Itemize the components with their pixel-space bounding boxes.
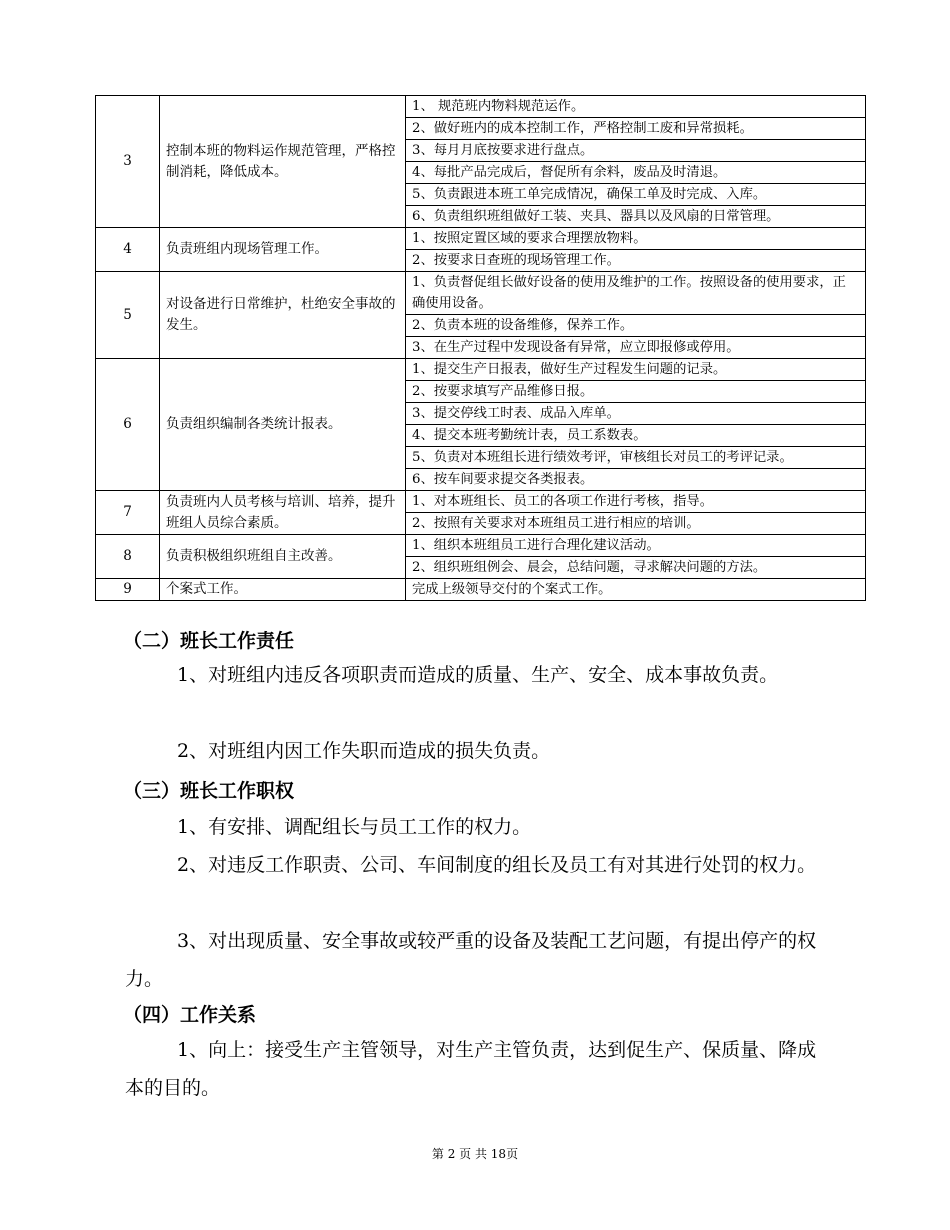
task-detail-cell: 6、按车间要求提交各类报表。: [406, 469, 866, 491]
task-detail-cell: 4、提交本班考勤统计表，员工系数表。: [406, 425, 866, 447]
duty-cell: 负责班内人员考核与培训、培养，提升班组人员综合素质。: [160, 491, 406, 535]
task-detail-cell: 3、在生产过程中发现设备有异常，应立即报修或停用。: [406, 337, 866, 359]
duty-cell: 负责组织编制各类统计报表。: [160, 359, 406, 491]
authority-paragraph-3: 3、对出现质量、安全事故或较严重的设备及装配工艺问题，有提出停产的权力。: [125, 930, 817, 990]
table-row: [96, 579, 866, 601]
task-detail-cell: 1、对本班组长、员工的各项工作进行考核，指导。: [406, 491, 866, 513]
responsibility-paragraph-2: 2、对班组内因工作失职而造成的损失负责。: [177, 740, 551, 762]
task-detail-cell: 1、按照定置区域的要求合理摆放物料。: [406, 228, 866, 250]
task-detail-cell: 1、组织本班组员工进行合理化建议活动。: [406, 535, 866, 557]
task-detail-cell: 5、负责跟进本班工单完成情况，确保工单及时完成、入库。: [406, 184, 866, 206]
authority-paragraph-2: 2、对违反工作职责、公司、车间制度的组长及员工有对其进行处罚的权力。: [177, 854, 817, 876]
table-row: [96, 228, 866, 250]
row-number-cell: 8: [96, 535, 160, 579]
section-heading-responsibility: （二）班长工作责任: [123, 630, 295, 652]
duty-cell: 负责班组内现场管理工作。: [160, 228, 406, 272]
task-detail-cell: 3、提交停线工时表、成品入库单。: [406, 403, 866, 425]
duty-cell: 个案式工作。: [160, 579, 406, 601]
task-detail-cell: 2、按要求填写产品维修日报。: [406, 381, 866, 403]
task-detail-cell: 2、按照有关要求对本班组员工进行相应的培训。: [406, 513, 866, 535]
row-number-cell: 7: [96, 491, 160, 535]
task-detail-cell: 2、按要求日查班的现场管理工作。: [406, 250, 866, 272]
task-detail-cell: 1、提交生产日报表，做好生产过程发生问题的记录。: [406, 359, 866, 381]
relationships-paragraph-1: 1、向上：接受生产主管领导，对生产主管负责，达到促生产、保质量、降成本的目的。: [125, 1039, 817, 1099]
row-number-cell: 6: [96, 359, 160, 491]
row-number-cell: 5: [96, 272, 160, 359]
table-row: [96, 96, 866, 118]
table-row: [96, 535, 866, 557]
task-detail-cell: 4、每批产品完成后，督促所有余料，废品及时清退。: [406, 162, 866, 184]
task-detail-cell: 3、每月月底按要求进行盘点。: [406, 140, 866, 162]
duty-cell: 负责积极组织班组自主改善。: [160, 535, 406, 579]
task-detail-cell: 6、负责组织班组做好工装、夹具、器具以及风扇的日常管理。: [406, 206, 866, 228]
responsibility-paragraph-1: 1、对班组内违反各项职责而造成的质量、生产、安全、成本事故负责。: [177, 664, 779, 686]
row-number-cell: 3: [96, 96, 160, 228]
task-detail-cell: 1、 规范班内物料规范运作。: [406, 96, 866, 118]
duty-table-body: [96, 96, 866, 601]
task-detail-cell: 2、做好班内的成本控制工作，严格控制工废和异常损耗。: [406, 118, 866, 140]
section-heading-relationships: （四）工作关系: [123, 1004, 257, 1026]
task-detail-cell: 5、负责对本班组长进行绩效考评，审核组长对员工的考评记录。: [406, 447, 866, 469]
task-detail-cell: 1、负责督促组长做好设备的使用及维护的工作。按照设备的使用要求，正确使用设备。: [406, 272, 866, 315]
duty-cell: 控制本班的物料运作规范管理，严格控制消耗，降低成本。: [160, 96, 406, 228]
row-number-cell: 4: [96, 228, 160, 272]
duty-cell: 对设备进行日常维护，杜绝安全事故的发生。: [160, 272, 406, 359]
duty-table: [95, 95, 866, 601]
task-detail-cell: 完成上级领导交付的个案式工作。: [406, 579, 866, 601]
task-detail-cell: 2、负责本班的设备维修，保养工作。: [406, 315, 866, 337]
table-row: [96, 491, 866, 513]
section-heading-authority: （三）班长工作职权: [123, 780, 295, 802]
row-number-cell: 9: [96, 579, 160, 601]
page-footer: 第 2 页 共 18页: [431, 1147, 519, 1161]
table-row: [96, 359, 866, 381]
authority-paragraph-1: 1、有安排、调配组长与员工工作的权力。: [177, 816, 532, 838]
table-row: [96, 272, 866, 315]
task-detail-cell: 2、组织班组例会、晨会，总结问题，寻求解决问题的方法。: [406, 557, 866, 579]
